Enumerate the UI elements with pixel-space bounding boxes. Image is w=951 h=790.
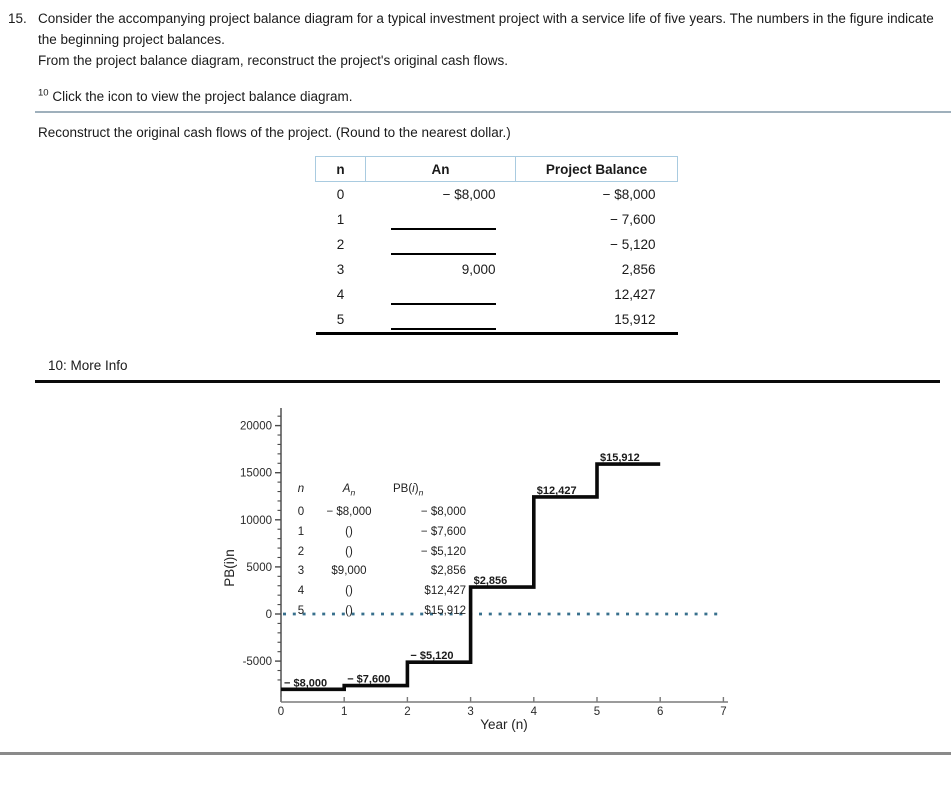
problem-statement bbox=[38, 8, 934, 71]
footnote-line bbox=[38, 86, 352, 107]
inset-header-cell: $A_n$ bbox=[342, 483, 356, 498]
cell-an bbox=[366, 232, 516, 257]
table-row bbox=[316, 182, 678, 208]
more-info-divider bbox=[35, 380, 940, 383]
cell-n: 0 bbox=[336, 187, 345, 202]
inset-cell: 2 bbox=[297, 545, 305, 558]
inset-cell: 1 bbox=[297, 525, 305, 538]
y-tick-label: 15000 bbox=[240, 467, 272, 480]
cell-n: 4 bbox=[336, 287, 345, 302]
inset-cell: − $7,600 bbox=[420, 525, 466, 538]
x-tick-label: 3 bbox=[467, 706, 474, 718]
cell-n: 2 bbox=[336, 237, 345, 252]
footnote-text: Click the icon to view the project balance diagram. bbox=[48, 89, 353, 104]
step-value-label: − $7,600 bbox=[347, 673, 391, 686]
answer-blank-input[interactable] bbox=[391, 228, 496, 230]
cell-an bbox=[366, 207, 516, 232]
x-axis-label: Year (n) bbox=[480, 717, 528, 732]
x-tick-label: 4 bbox=[530, 706, 538, 718]
x-tick-label: 5 bbox=[593, 706, 601, 718]
answer-blank-input[interactable] bbox=[391, 253, 496, 255]
inset-cell: 0 bbox=[297, 506, 305, 519]
footnote-marker: 10 bbox=[38, 87, 49, 99]
cell-n: 1 bbox=[336, 212, 345, 227]
cell-project-balance: 2,856 bbox=[621, 262, 656, 277]
y-tick-label: 5000 bbox=[246, 561, 272, 574]
inset-cell: () bbox=[345, 545, 353, 558]
instruction-text: Reconstruct the original cash flows of the project. (Round to the nearest dollar.) bbox=[38, 125, 511, 140]
step-value-label: − $5,120 bbox=[410, 650, 454, 663]
table-row bbox=[316, 232, 678, 257]
inset-cell: () bbox=[345, 525, 353, 538]
table-row bbox=[316, 282, 678, 307]
x-tick-label: 1 bbox=[340, 706, 348, 718]
x-tick-label: 6 bbox=[656, 706, 664, 718]
y-axis-label: PB(i)n bbox=[222, 549, 237, 587]
x-tick-label: 7 bbox=[720, 706, 727, 718]
cell-project-balance: − 5,120 bbox=[610, 237, 656, 252]
step-value-label: $12,427 bbox=[536, 484, 577, 497]
table-row bbox=[316, 257, 678, 282]
bottom-divider bbox=[0, 752, 951, 755]
inset-cell: − $8,000 bbox=[420, 506, 466, 519]
inset-header-cell: $PB(i)_n$ bbox=[393, 483, 424, 498]
project-balance-chart bbox=[220, 396, 951, 748]
table-row bbox=[316, 207, 678, 232]
cell-an bbox=[366, 282, 516, 307]
cell-project-balance: − $8,000 bbox=[602, 187, 656, 202]
inset-cell: $12,427 bbox=[424, 585, 466, 598]
inset-cell: − $5,120 bbox=[420, 545, 466, 558]
inset-cell: 4 bbox=[297, 585, 305, 598]
x-tick-label: 0 bbox=[277, 706, 285, 718]
answer-blank-input[interactable] bbox=[391, 303, 496, 305]
cell-an bbox=[366, 307, 516, 334]
step-value-label: $2,856 bbox=[473, 575, 508, 588]
more-info-title: 10: More Info bbox=[48, 358, 128, 373]
inset-cell: − $8,000 bbox=[326, 506, 372, 519]
y-tick-label: 20000 bbox=[240, 420, 272, 433]
cell-project-balance: 12,427 bbox=[614, 287, 656, 302]
inset-cell: $2,856 bbox=[430, 565, 466, 578]
answer-table-body bbox=[316, 182, 678, 334]
cell-n: 3 bbox=[336, 262, 345, 277]
header-an: An bbox=[366, 157, 516, 182]
statement-text-2: From the project balance diagram, reconstruct the project's original cash flows. bbox=[38, 53, 509, 68]
inset-cell: 3 bbox=[297, 565, 305, 578]
cell-project-balance: − 7,600 bbox=[610, 212, 656, 227]
inset-header-cell: n bbox=[297, 483, 305, 495]
y-tick-label: 10000 bbox=[240, 514, 272, 527]
answer-table bbox=[315, 156, 678, 335]
cell-an: 9,000 bbox=[461, 262, 496, 277]
answer-table-header bbox=[316, 157, 678, 182]
header-n: n bbox=[316, 157, 366, 182]
inset-cell: $15,912 bbox=[424, 605, 466, 618]
x-tick-label: 2 bbox=[404, 706, 411, 718]
section-divider-top bbox=[35, 111, 951, 113]
header-project-balance: Project Balance bbox=[516, 157, 678, 182]
cell-project-balance: 15,912 bbox=[614, 312, 656, 327]
cell-an: − $8,000 bbox=[442, 187, 496, 202]
problem-number: 15. bbox=[8, 11, 27, 26]
step-value-label: − $8,000 bbox=[284, 677, 328, 690]
inset-cell: () bbox=[345, 585, 353, 598]
statement-text: Consider the accompanying project balance diagram for a typical investment project with a service life of five years. The numbers in the figure indicate the beginning project balances. bbox=[38, 11, 934, 47]
chart-inset-table bbox=[292, 480, 466, 622]
inset-cell: 5 bbox=[297, 605, 305, 618]
inset-cell: () bbox=[345, 605, 353, 618]
y-tick-label: -5000 bbox=[242, 656, 272, 669]
y-tick-label: 0 bbox=[265, 609, 272, 621]
cell-n: 5 bbox=[336, 312, 345, 327]
inset-cell: $9,000 bbox=[331, 565, 367, 578]
answer-blank-input[interactable] bbox=[391, 328, 496, 330]
step-value-label: $15,912 bbox=[600, 452, 640, 465]
table-row bbox=[316, 307, 678, 334]
